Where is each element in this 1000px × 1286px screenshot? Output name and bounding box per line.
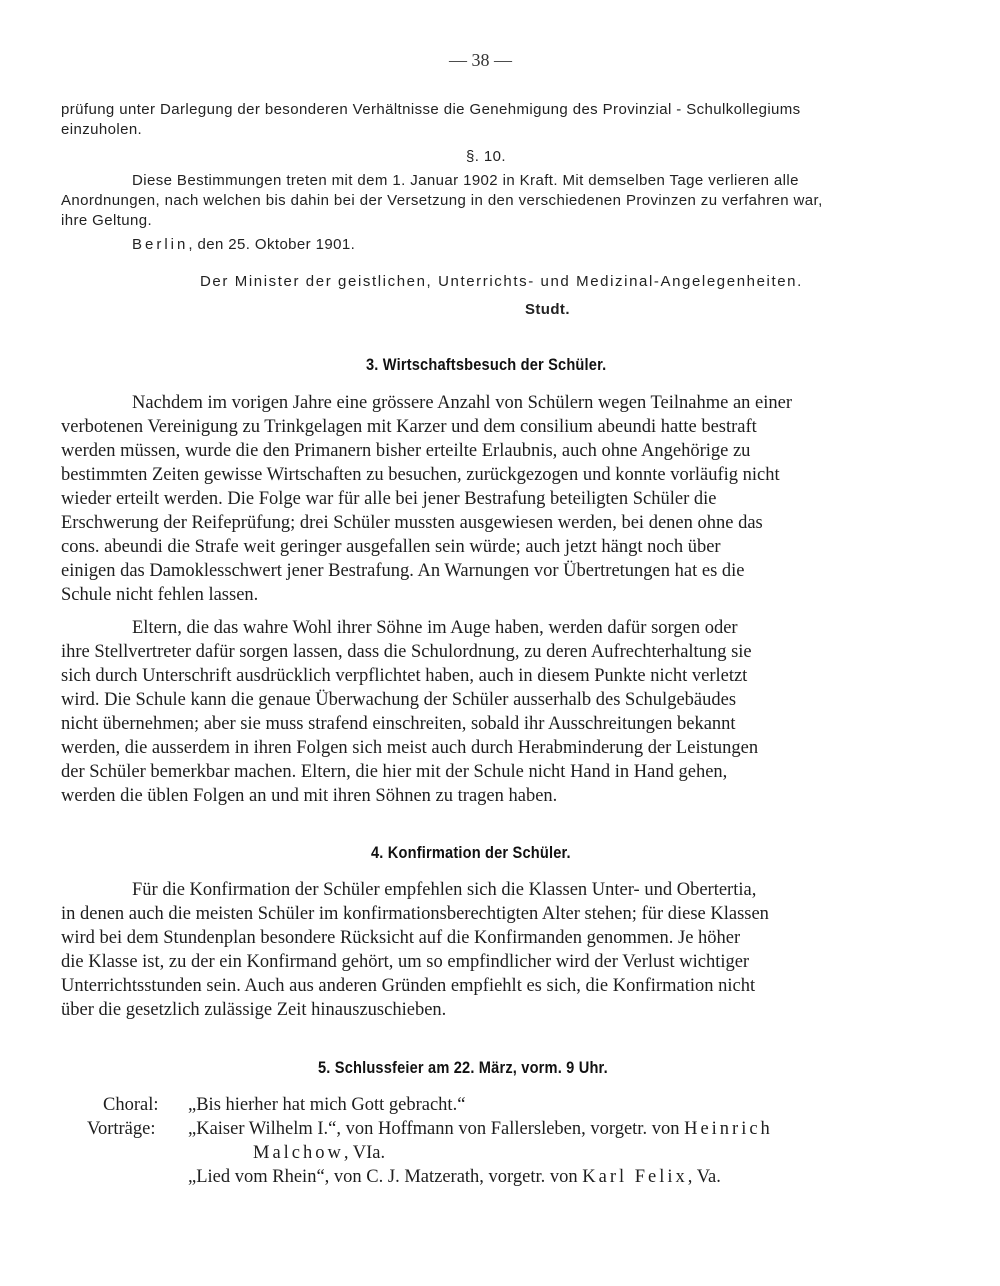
performer-class: , Va. [687, 1167, 721, 1187]
choral-label: Choral: [103, 1095, 159, 1115]
vortrag-1-line [188, 1119, 773, 1140]
paragraph-heading: §. 10. [466, 148, 506, 165]
text-line: werden die üblen Folgen an und mit ihren Söhnen zu tragen haben. [61, 786, 558, 806]
performer-class: , VIa. [343, 1143, 386, 1163]
performer-name: Karl Felix [582, 1167, 688, 1187]
performer-last-name: Malchow [253, 1143, 344, 1163]
vortraege-label: Vorträge: [87, 1119, 156, 1139]
text-line: Für die Konfirmation der Schüler empfehlen sich die Klassen Unter- und Obertertia, [132, 880, 757, 900]
text-line: ihre Geltung. [61, 212, 153, 229]
text-line: wieder erteilt werden. Die Folge war für alle bei jener Bestrafung beteiligten Schüler die [61, 489, 717, 509]
vortrag-1-text: „Kaiser Wilhelm I.“, von Hoffmann von Fallersleben, vorgetr. von [188, 1119, 680, 1139]
text-line: Nachdem im vorigen Jahre eine grössere Anzahl von Schülern wegen Teilnahme an einer [132, 393, 793, 413]
text-line: in denen auch die meisten Schüler im konfirmationsberechtigten Alter stehen; für diese Klassen [61, 904, 769, 924]
date-rest: , den 25. Oktober 1901. [188, 236, 356, 253]
text-line: die Klasse ist, zu der ein Konfirmand gehört, um so empfindlicher wird der Verlust wichtiger [61, 952, 750, 972]
text-line: prüfung unter Darlegung der besonderen Verhältnisse die Genehmigung des Provinzial - Schulkollegiums [61, 101, 801, 118]
text-line: werden, die ausserdem in ihren Folgen sich meist auch durch Herabminderung der Leistungen [61, 738, 759, 758]
vortrag-2-line [188, 1167, 721, 1188]
vortrag-2-text: „Lied vom Rhein“, von C. J. Matzerath, vorgetr. von [188, 1167, 578, 1187]
text-line: Unterrichtsstunden sein. Auch aus anderen Gründen empfiehlt es sich, die Konfirmation nicht [61, 976, 756, 996]
choral-text: „Bis hierher hat mich Gott gebracht.“ [188, 1095, 466, 1115]
vortrag-1-continuation [253, 1143, 385, 1164]
signature: Studt. [525, 301, 570, 318]
text-line: der Schüler bemerkbar machen. Eltern, die hier mit der Schule nicht Hand in Hand gehen, [61, 762, 728, 782]
text-line: ihre Stellvertreter dafür sorgen lassen, dass die Schulordnung, zu deren Aufrechterhaltung sie [61, 642, 752, 662]
text-line: verbotenen Vereinigung zu Trinkgelagen mit Karzer und dem consilium abeundi hatte bestraft [61, 417, 757, 437]
text-line: Diese Bestimmungen treten mit dem 1. Januar 1902 in Kraft. Mit demselben Tage verlieren alle [132, 172, 799, 189]
date-place: Berlin [132, 236, 189, 253]
text-line: nicht übernehmen; aber sie muss strafend einschreiten, sobald ihr Ausschreitungen bekannt [61, 714, 736, 734]
text-line: über die gesetzlich zulässige Zeit hinauszuschieben. [61, 1000, 447, 1020]
section-4-title: 4. Konfirmation der Schüler. [371, 843, 571, 862]
text-line: einzuholen. [61, 121, 143, 138]
text-line: werden müssen, wurde die den Primanern bisher erteilte Erlaubnis, auch ohne Angehörige zu [61, 441, 751, 461]
text-line: wird bei dem Stundenplan besondere Rücksicht auf die Konfirmanden genommen. Je höher [61, 928, 741, 948]
text-line: Erschwerung der Reifeprüfung; drei Schüler mussten ausgewiesen werden, bei denen ohne das [61, 513, 763, 533]
text-line: Anordnungen, nach welchen bis dahin bei der Versetzung in den verschiedenen Provinzen zu verfahren war, [61, 192, 823, 209]
performer-first-name: Heinrich [684, 1119, 773, 1139]
minister-line: Der Minister der geistlichen, Unterrichts- und Medizinal-Angelegenheiten. [200, 273, 803, 290]
text-line: wird. Die Schule kann die genaue Überwachung der Schüler ausserhalb des Schulgebäudes [61, 690, 737, 710]
section-3-title: 3. Wirtschaftsbesuch der Schüler. [366, 355, 607, 374]
text-line: bestimmten Zeiten gewisse Wirtschaften zu besuchen, zurückgezogen und konnte vorläufig nicht [61, 465, 780, 485]
section-5-title: 5. Schlussfeier am 22. März, vorm. 9 Uhr. [318, 1058, 608, 1077]
text-line: einigen das Damoklesschwert jener Bestrafung. An Warnungen vor Übertretungen hat es die [61, 561, 745, 581]
text-line: Schule nicht fehlen lassen. [61, 585, 259, 605]
text-line: cons. abeundi die Strafe weit geringer ausgefallen sein würde; auch jetzt hängt noch über [61, 537, 721, 557]
text-line: sich durch Unterschrift ausdrücklich verpflichtet haben, auch in diesem Punkte nicht verletzt [61, 666, 748, 686]
text-line: Eltern, die das wahre Wohl ihrer Söhne im Auge haben, werden dafür sorgen oder [132, 618, 738, 638]
page-number: — 38 — [449, 50, 512, 70]
date-line [132, 236, 355, 253]
